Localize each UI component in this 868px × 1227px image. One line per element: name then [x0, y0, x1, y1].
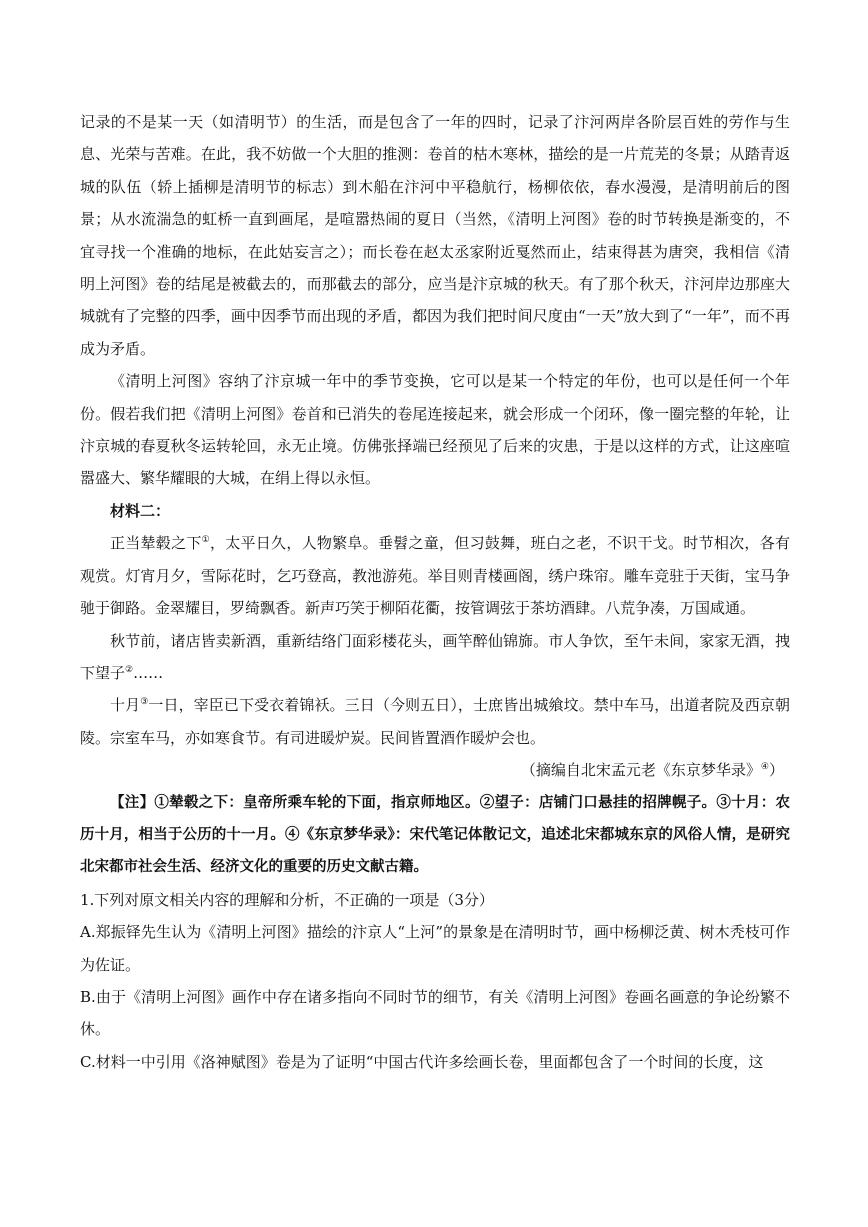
- source-citation: [80, 754, 790, 786]
- note-body: ①辇毂之下：皇帝所乘车轮的下面，指京师地区。②望子：店铺门口悬挂的招牌幌子。③十月：农历十月，相当于公历的十一月。④《东京梦华录》：宋代笔记体散记文，追述北宋都城东京的风俗人情，是研究北宋都市社会生活、经济文化的重要的历史文献古籍。: [80, 793, 791, 876]
- paragraph-text: 秋节前，诸店皆卖新酒，重新结络门面彩楼花头，画竿醉仙锦旆。市人争饮，至午未间，家家无酒，拽下望子: [80, 631, 790, 682]
- material-one-paragraph-2: 《清明上河图》容纳了汴京城一年中的季节变换，它可以是某一个特定的年份，也可以是任何一个年份。假若我们把《清明上河图》卷首和已消失的卷尾连接起来，就会形成一个闭环，像一圈完整的年轮，让汴京城的春夏秋冬运转轮回，永无止境。仿佛张择端已经预见了后来的灾患，于是以这样的方式，让这座喧嚣盛大、繁华耀眼的大城，在绢上得以永恒。: [80, 372, 790, 488]
- material-two-paragraph-3: [80, 689, 790, 754]
- material-two-paragraph-1: [80, 527, 790, 624]
- citation-end: ）: [768, 761, 784, 780]
- paragraph-text: ……: [133, 663, 164, 682]
- material-two-paragraph-2: [80, 625, 790, 690]
- question-1-option-a: A.郑振铎先生认为《清明上河图》描绘的汴京人“上河”的景象是在清明时节，画中杨柳泛黄、树木秃枝可作为佐证。: [80, 923, 790, 974]
- paragraph-text: ，太平日久，人物繁阜。垂髫之童，但习鼓舞，班白之老，不识干戈。时节相次，各有观赏。灯宵月夕，雪际花时，乞巧登高，教池游苑。举目则青楼画阁，绣户珠帘。雕车竞驻于天街，宝马争驰于御路。金翠耀目，罗绮飘香。新声巧笑于柳陌花衢，按管调弦于茶坊酒肆。八荒争凑，万国咸通。: [80, 534, 790, 618]
- paragraph-text: 十月: [110, 696, 141, 715]
- footnote-marker: ②: [125, 664, 134, 675]
- footnote-marker: ①: [201, 535, 210, 546]
- citation-text: （摘编自北宋孟元老《东京梦华录》: [520, 761, 761, 780]
- question-1-option-b: B.由于《清明上河图》画作中存在诸多指向不同时节的细节，有关《清明上河图》卷画名画意的争论纷繁不休。: [80, 987, 790, 1039]
- material-one-paragraph-1: 记录的不是某一天（如清明节）的生活，而是包含了一年的四时，记录了汴河两岸各阶层百姓的劳作与生息、光荣与苦难。在此，我不妨做一个大胆的推测：卷首的枯木寒林，描绘的是一片荒芜的冬景；从踏青返城的队伍（轿上插柳是清明节的标志）到木船在汴河中平稳航行，杨柳依依，春水漫漫，是清明前后的图景；从水流湍急的虹桥一直到画尾，是喧嚣热闹的夏日（当然，《清明上河图》卷的时节转换是渐变的，不宜寻找一个准确的地标，在此姑妄言之）；而长卷在赵太丞家附近戛然而止，结束得甚为唐突，我相信《清明上河图》卷的结尾是被截去的，而那截去的部分，应当是汴京城的秋天。有了那个秋天，汴河岸边那座大城就有了完整的四季，画中因季节而出现的矛盾，都因为我们把时间尺度由“一天”放大到了“一年”，而不再成为矛盾。: [80, 113, 790, 358]
- annotation-note: [80, 787, 790, 884]
- question-1-stem: 1.下列对原文相关内容的理解和分析，不正确的一项是（3分）: [80, 890, 494, 909]
- document-body: [80, 106, 790, 1078]
- paragraph-text: 正当辇毂之下: [110, 534, 202, 553]
- paragraph-text: 一日，宰臣已下受衣着锦袄。三日（今则五日），士庶皆出城飨坟。禁中车马，出道者院及西京朝陵。宗室车马，亦如寒食节。有司进暖炉炭。民间皆置酒作暖炉会也。: [80, 696, 790, 747]
- question-1-option-c: C.材料一中引用《洛神赋图》卷是为了证明“中国古代许多绘画长卷，里面都包含了一个时间的长度，这: [80, 1052, 764, 1071]
- footnote-marker: ③: [140, 697, 149, 708]
- material-two-heading: 材料二：: [110, 501, 171, 520]
- footnote-marker: ④: [760, 762, 769, 773]
- note-label: 【注】: [110, 793, 155, 811]
